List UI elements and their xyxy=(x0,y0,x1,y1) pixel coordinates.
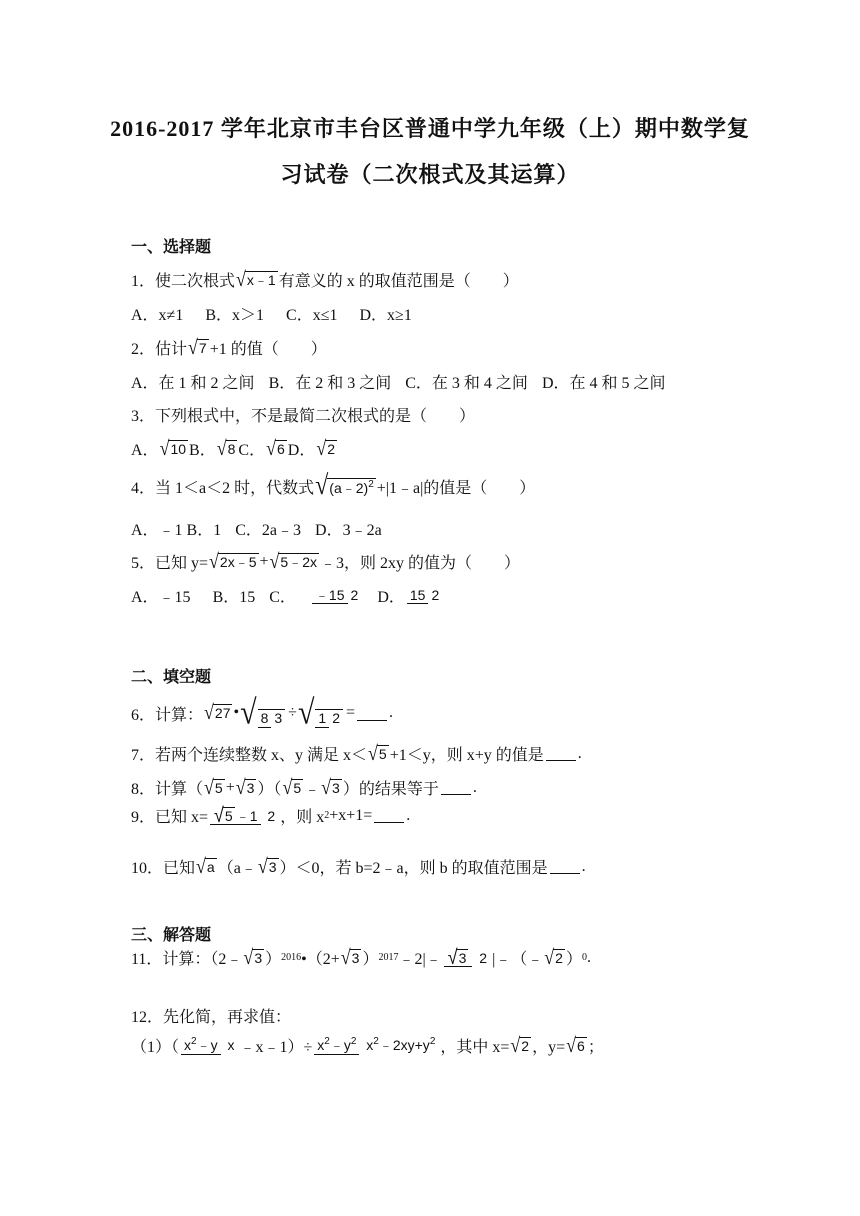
option-d: D．在 4 和 5 之间 xyxy=(541,375,666,392)
option-b: B．x＞1 xyxy=(205,307,265,324)
question-12: 12．先化简，再求值： xyxy=(131,1009,292,1026)
question-text: 8．计算（ xyxy=(131,781,204,798)
option-d: D． xyxy=(377,589,405,606)
sqrt-expression: √5 xyxy=(282,775,302,798)
sqrt-expression: √5﹣2x xyxy=(269,549,317,572)
sqrt-expression: √5 xyxy=(368,741,387,764)
options-3 xyxy=(131,437,338,460)
doc-title-line1: 2016-2017 学年北京市丰台区普通中学九年级（上）期中数学复 xyxy=(110,116,750,141)
option-d: D．x≥1 xyxy=(359,307,412,324)
option-b: B．15 xyxy=(212,589,256,606)
question-text: 4．当 1＜a＜2 时，代数式 xyxy=(131,479,315,497)
question-text: +|1﹣a|的值是（ ） xyxy=(376,479,536,497)
section-heading: 三、解答题 xyxy=(131,925,212,944)
sqrt-expression: √(a﹣2)$^2$ xyxy=(315,471,374,501)
fraction: √3 2 xyxy=(444,948,490,968)
question-text: +1＜y，则 x+y 的值是 xyxy=(389,747,544,764)
sqrt-expression: √5 xyxy=(204,775,223,798)
question-4 xyxy=(131,471,536,501)
question-3: 3．下列根式中，不是最简二次根式的是（ ） xyxy=(131,408,476,425)
section-heading: 二、填空题 xyxy=(131,667,212,686)
fraction: √5 ﹣1 2 xyxy=(210,806,278,826)
sqrt-expression: √3 xyxy=(340,945,360,968)
option-c: C．2a﹣3 xyxy=(235,522,302,539)
sqrt-expression: √3 xyxy=(235,775,255,798)
sqrt-expression: √2 xyxy=(510,1033,530,1056)
question-text: +1 的值（ ） xyxy=(209,341,327,358)
sqrt-expression: √8 xyxy=(216,436,236,459)
option-b: B． xyxy=(189,442,216,459)
sqrt-fraction: √ 8 3 xyxy=(240,698,287,728)
option-ab: A．﹣1 B．1 xyxy=(131,522,222,539)
option-a: A． xyxy=(131,442,159,459)
sqrt-expression: √3 xyxy=(243,945,263,968)
sqrt-expression: √2 xyxy=(544,945,563,968)
options-4 xyxy=(131,517,382,540)
option-a: A．在 1 和 2 之间 xyxy=(131,375,255,392)
sqrt-expression: √3 xyxy=(257,854,277,877)
answer-blank xyxy=(441,780,471,795)
option-d: D． xyxy=(287,442,316,459)
sqrt-expression: √3 xyxy=(321,775,340,798)
question-8: 8．计算（ √5 + √3 ）（ √5 ﹣ √3 ）的结果等于 . xyxy=(131,775,477,798)
fraction: $x^2﹣y$ x xyxy=(181,1036,237,1054)
option-c: C． xyxy=(238,442,266,459)
sqrt-expression: √2x﹣5 xyxy=(209,549,257,572)
question-10: 10．已知 √a （a﹣ √3 ）＜0，若 b=2﹣a，则 b 的取值范围是 . xyxy=(131,854,586,877)
sqrt-expression: √10 xyxy=(159,436,187,459)
question-6: 6．计算： √27 • √ 8 3 ÷ √ 1 2 = . xyxy=(131,693,394,732)
sqrt-expression: √2 xyxy=(316,436,336,459)
options-1 xyxy=(131,302,412,325)
question-text: ）＜0，若 b=2﹣a，则 b 的取值范围是 xyxy=(279,860,548,877)
option-c: C．x≤1 xyxy=(286,307,338,324)
sqrt-fraction: √ 1 2 xyxy=(298,698,345,728)
answer-blank xyxy=(550,859,580,874)
question-11: 11．计算：（2﹣ √3 ） 2016 •（2+ √3 ） 2017 ﹣2|﹣ √3 2 |﹣（﹣ √2 ） 0 . xyxy=(131,945,591,969)
options-2 xyxy=(131,370,666,393)
question-2 xyxy=(131,336,327,359)
question-1 xyxy=(131,268,519,291)
option-c: C．在 3 和 4 之间 xyxy=(405,375,528,392)
question-9: 9．已知 x= √5 ﹣1 2 ，则 x 2 +x+1= . xyxy=(131,803,411,827)
sqrt-expression: √27 xyxy=(204,700,231,724)
question-text: 6．计算： xyxy=(131,706,204,724)
question-7: 7．若两个连续整数 x、y 满足 x＜ √5 +1＜y，则 x+y 的值是 . xyxy=(131,741,582,764)
question-text: 7．若两个连续整数 x、y 满足 x＜ xyxy=(131,747,368,764)
fraction: ﹣15 2 xyxy=(312,587,361,605)
answer-blank xyxy=(357,706,387,721)
option-b: B．在 2 和 3 之间 xyxy=(268,375,392,392)
question-text: ）的结果等于 xyxy=(342,781,439,798)
question-text: 11．计算：（2﹣ xyxy=(131,951,243,968)
question-text: 2．估计 xyxy=(131,341,188,358)
options-5 xyxy=(131,584,444,607)
option-a: A．x≠1 xyxy=(131,307,184,324)
question-text: 有意义的 x 的取值范围是（ ） xyxy=(278,273,519,290)
sqrt-expression: √7 xyxy=(188,335,207,358)
answer-blank xyxy=(374,808,404,823)
question-text: 1．使二次根式 xyxy=(131,273,236,290)
sqrt-expression: √6 xyxy=(266,436,285,459)
question-text: 9．已知 x= xyxy=(131,809,209,826)
question-text: ﹣3，则 2xy 的值为（ ） xyxy=(320,555,521,572)
answer-blank xyxy=(546,746,576,761)
sqrt-expression: √a xyxy=(196,854,215,877)
question-5: 5．已知 y= √2x﹣5 + √5﹣2x ﹣3，则 2xy 的值为（ ） xyxy=(131,549,521,572)
section-heading: 一、选择题 xyxy=(131,237,212,256)
question-text: 10．已知 xyxy=(131,860,196,877)
question-text: 5．已知 y= xyxy=(131,555,209,572)
fraction: 15 2 xyxy=(407,587,442,605)
sqrt-expression: √6 xyxy=(566,1033,585,1056)
option-a: A．﹣15 xyxy=(131,589,191,606)
option-d: D．3﹣2a xyxy=(315,522,382,539)
option-c: C． xyxy=(269,589,296,606)
doc-title-line2: 习试卷（二次根式及其运算） xyxy=(280,162,580,187)
sqrt-expression: √x﹣1 xyxy=(236,267,276,290)
fraction: $x^2﹣y^2$ $x^2﹣2xy+y^2$ xyxy=(314,1036,438,1054)
question-12-part-1: （1）（ $x^2﹣y$ x ﹣x﹣1）÷ $x^2﹣y^2$ $x^2﹣2xy+y^2$ ，其中 x= √2 ，y= √6 ； xyxy=(131,1033,604,1056)
